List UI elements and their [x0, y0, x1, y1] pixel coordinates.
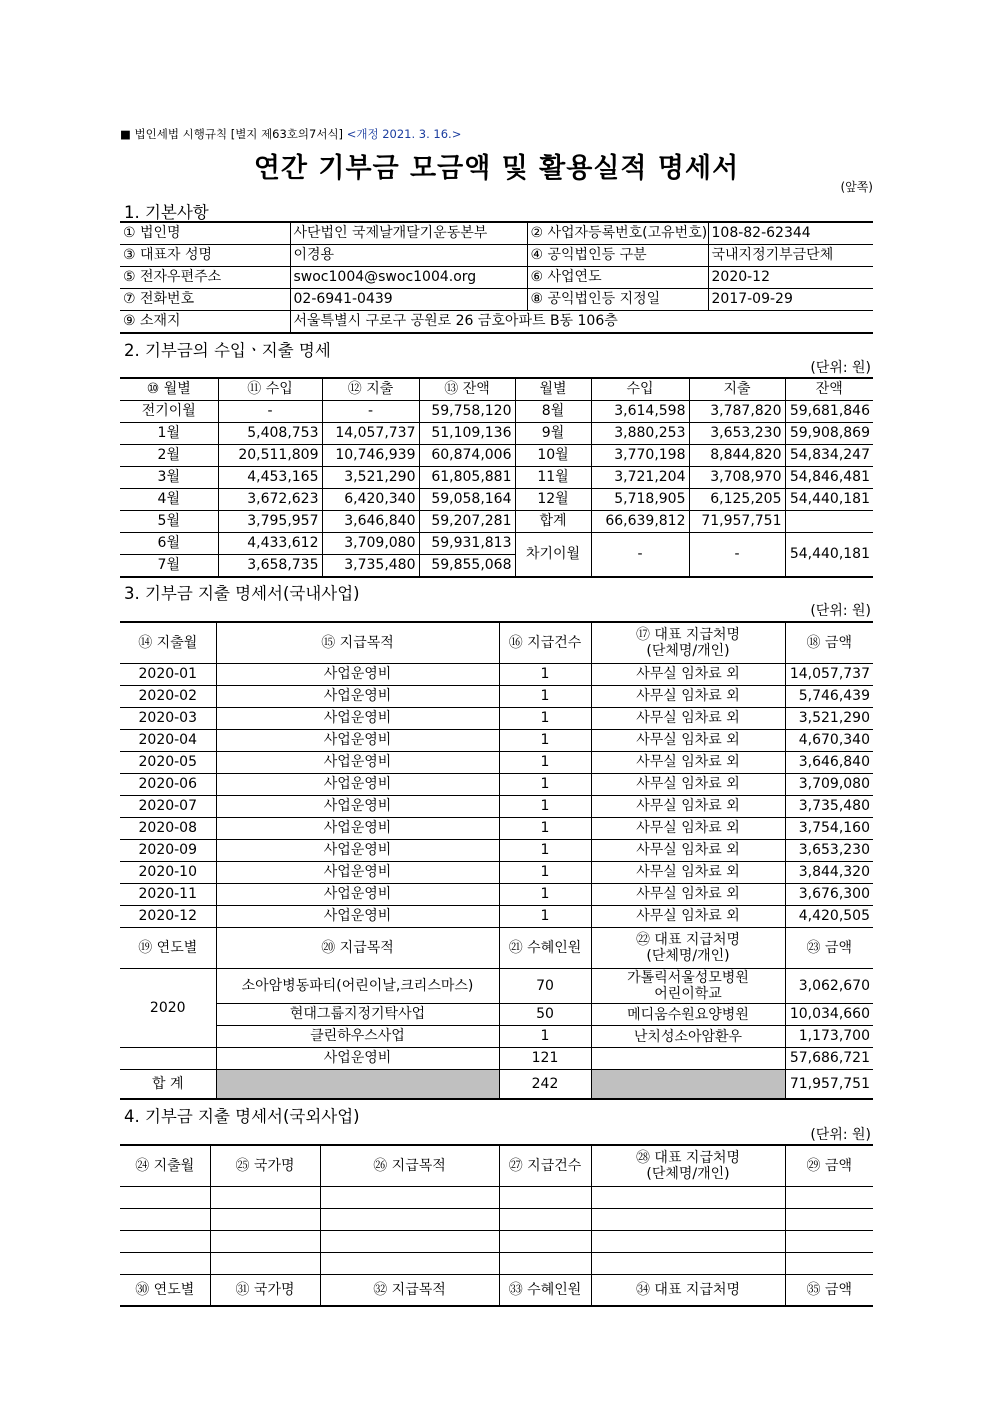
- domestic-row: [120, 730, 873, 752]
- total-count: 242: [499, 1070, 591, 1100]
- domestic-row: [120, 686, 873, 708]
- table-cell: 사무실 임차료 외: [591, 862, 785, 884]
- count-cell: 70: [499, 969, 591, 1004]
- purpose-cell: 현대그룹지정기탁사업: [216, 1004, 499, 1026]
- amount-cell: 1,173,700: [785, 1026, 873, 1048]
- count-cell: 121: [499, 1048, 591, 1070]
- table-cell: 사업운영비: [216, 708, 499, 730]
- table-cell: 3,653,230: [785, 840, 873, 862]
- income-row: [120, 511, 873, 533]
- empty-cell: [499, 1231, 591, 1253]
- amount-cell: 3,708,970: [689, 467, 785, 489]
- location-value: 서울특별시 구로구 공원로 26 금호아파트 B동 106층: [290, 311, 873, 334]
- empty-cell: [591, 1231, 785, 1253]
- amount-cell: 66,639,812: [591, 511, 689, 533]
- month-cell: 8월: [515, 401, 591, 423]
- table-cell: 사무실 임차료 외: [591, 774, 785, 796]
- column-header: ⑬ 잔액: [419, 378, 515, 401]
- domestic-expense-table: [120, 621, 873, 1100]
- income-row: [120, 467, 873, 489]
- amount-cell: 3,770,198: [591, 445, 689, 467]
- empty-cell: [785, 1187, 873, 1209]
- shaded-cell: [216, 1070, 499, 1100]
- shaded-cell: [591, 1070, 785, 1100]
- column-header: ㉛ 국가명: [210, 1275, 320, 1307]
- table-cell: 2020-12: [120, 906, 216, 928]
- form-note: [120, 126, 461, 142]
- purpose-cell: 소아암병동파티(어린이날,크리스마스): [216, 969, 499, 1004]
- table-cell: 2020-05: [120, 752, 216, 774]
- income-row: [120, 445, 873, 467]
- amount-cell: 3,880,253: [591, 423, 689, 445]
- column-header: ㉖ 지급목적: [320, 1145, 499, 1187]
- table-cell: 2020-09: [120, 840, 216, 862]
- revision-date: <개정 2021. 3. 16.>: [346, 127, 462, 141]
- column-header: 지출: [689, 378, 785, 401]
- amount-cell: 10,034,660: [785, 1004, 873, 1026]
- empty-cell: [591, 1253, 785, 1275]
- empty-cell: [591, 1209, 785, 1231]
- basic-info-table: [120, 221, 873, 334]
- income-unit: (단위: 원): [810, 360, 871, 376]
- amount-cell: 6,420,340: [322, 489, 419, 511]
- basic-info-row: [120, 222, 873, 245]
- empty-cell: [120, 1231, 210, 1253]
- table-cell: 2020-07: [120, 796, 216, 818]
- table-cell: 사업운영비: [216, 884, 499, 906]
- amount-cell: 59,758,120: [419, 401, 515, 423]
- table-cell: 사무실 임차료 외: [591, 906, 785, 928]
- empty-cell: [320, 1209, 499, 1231]
- amount-cell: 4,453,165: [218, 467, 322, 489]
- field-value: 이경용: [290, 245, 527, 267]
- purpose-cell: 클린하우스사업: [216, 1026, 499, 1048]
- column-header: ⑰ 대표 지급처명 (단체명/개인): [591, 622, 785, 664]
- page-side-label: (앞쪽): [840, 180, 873, 194]
- empty-cell: [120, 1253, 210, 1275]
- field-value: 108-82-62344: [708, 222, 873, 245]
- table-cell: 1: [499, 862, 591, 884]
- amount-cell: 6,125,205: [689, 489, 785, 511]
- column-header: ㉗ 지급건수: [499, 1145, 591, 1187]
- table-cell: 4,670,340: [785, 730, 873, 752]
- page-title: 연간 기부금 모금액 및 활용실적 명세서: [253, 153, 740, 184]
- table-cell: 2020-04: [120, 730, 216, 752]
- month-cell: 12월: [515, 489, 591, 511]
- table-cell: 3,735,480: [785, 796, 873, 818]
- income-expense-table: [120, 377, 873, 578]
- amount-cell: 3,735,480: [322, 555, 419, 578]
- table-cell: 3,521,290: [785, 708, 873, 730]
- purpose-cell: 사업운영비: [216, 1048, 499, 1070]
- field-value: 02-6941-0439: [290, 289, 527, 311]
- field-label: ⑦ 전화번호: [120, 289, 290, 311]
- table-cell: 1: [499, 840, 591, 862]
- empty-cell: [210, 1253, 320, 1275]
- overseas-header-row-2: [120, 1275, 873, 1307]
- domestic-row: [120, 664, 873, 686]
- carry-amount: 54,440,181: [785, 533, 873, 578]
- amount-cell: 5,718,905: [591, 489, 689, 511]
- field-value: 2020-12: [708, 267, 873, 289]
- field-label: ③ 대표자 성명: [120, 245, 290, 267]
- amount-cell: 51,109,136: [419, 423, 515, 445]
- table-cell: 사업운영비: [216, 774, 499, 796]
- column-header: ⑮ 지급목적: [216, 622, 499, 664]
- total-amount: 71,957,751: [785, 1070, 873, 1100]
- income-row: [120, 533, 873, 555]
- empty-cell: [499, 1253, 591, 1275]
- domestic-row: [120, 862, 873, 884]
- overseas-empty-row: [120, 1187, 873, 1209]
- table-cell: 사무실 임차료 외: [591, 730, 785, 752]
- table-cell: 3,646,840: [785, 752, 873, 774]
- amount-cell: 59,207,281: [419, 511, 515, 533]
- amount-cell: 60,874,006: [419, 445, 515, 467]
- table-cell: 사업운영비: [216, 752, 499, 774]
- overseas-empty-row: [120, 1209, 873, 1231]
- amount-cell: 3,062,670: [785, 969, 873, 1004]
- table-cell: 1: [499, 818, 591, 840]
- income-expense-body: [120, 378, 873, 577]
- table-cell: 1: [499, 752, 591, 774]
- table-cell: 사무실 임차료 외: [591, 708, 785, 730]
- table-cell: 1: [499, 730, 591, 752]
- column-header: ㉓ 금액: [785, 928, 873, 969]
- amount-cell: 59,908,869: [785, 423, 873, 445]
- amount-cell: 59,855,068: [419, 555, 515, 578]
- table-cell: [120, 1048, 216, 1070]
- table-cell: 2020-02: [120, 686, 216, 708]
- month-cell: 9월: [515, 423, 591, 445]
- table-cell: 사무실 임차료 외: [591, 664, 785, 686]
- table-cell: 사무실 임차료 외: [591, 840, 785, 862]
- form-reference: ■ 법인세법 시행규칙 [별지 제63호의7서식]: [120, 127, 344, 141]
- table-cell: 1: [499, 884, 591, 906]
- field-value: 국내지정기부금단체: [708, 245, 873, 267]
- overseas-empty-row: [120, 1231, 873, 1253]
- column-header: ㉙ 금액: [785, 1145, 873, 1187]
- table-cell: 사업운영비: [216, 906, 499, 928]
- domestic-row: [120, 774, 873, 796]
- month-cell: 11월: [515, 467, 591, 489]
- month-cell: 3월: [120, 467, 218, 489]
- field-label: ① 법인명: [120, 222, 290, 245]
- year-cell: 2020: [120, 969, 216, 1048]
- empty-cell: [210, 1209, 320, 1231]
- column-header: ⑪ 수입: [218, 378, 322, 401]
- amount-cell: -: [218, 401, 322, 423]
- domestic-purpose-row: [120, 969, 873, 1004]
- amount-cell: 3,672,623: [218, 489, 322, 511]
- section-basic-title: 1. 기본사항: [124, 203, 209, 222]
- table-cell: 사무실 임차료 외: [591, 686, 785, 708]
- column-header: 월별: [515, 378, 591, 401]
- table-cell: 2020-08: [120, 818, 216, 840]
- column-header: ㉒ 대표 지급처명 (단체명/개인): [591, 928, 785, 969]
- empty-cell: [785, 1209, 873, 1231]
- table-cell: 3,709,080: [785, 774, 873, 796]
- table-cell: 5,746,439: [785, 686, 873, 708]
- month-cell: 전기이월: [120, 401, 218, 423]
- amount-cell: 3,787,820: [689, 401, 785, 423]
- domestic-row: [120, 884, 873, 906]
- amount-cell: 20,511,809: [218, 445, 322, 467]
- month-cell: 6월: [120, 533, 218, 555]
- column-header: ⑱ 금액: [785, 622, 873, 664]
- domestic-expense-body: [120, 622, 873, 1099]
- table-cell: 사무실 임차료 외: [591, 752, 785, 774]
- column-header: ㉞ 대표 지급처명: [591, 1275, 785, 1307]
- overseas-empty-row: [120, 1253, 873, 1275]
- table-cell: 3,754,160: [785, 818, 873, 840]
- carry-amount: -: [689, 533, 785, 578]
- table-cell: 14,057,737: [785, 664, 873, 686]
- amount-cell: 3,653,230: [689, 423, 785, 445]
- income-row: [120, 423, 873, 445]
- empty-cell: [785, 1253, 873, 1275]
- table-cell: 사무실 임차료 외: [591, 884, 785, 906]
- column-header: ㉔ 지출월: [120, 1145, 210, 1187]
- overseas-header-row: [120, 1145, 873, 1187]
- amount-cell: 5,408,753: [218, 423, 322, 445]
- month-cell: 1월: [120, 423, 218, 445]
- table-cell: 4,420,505: [785, 906, 873, 928]
- table-cell: 2020-11: [120, 884, 216, 906]
- table-cell: 사무실 임차료 외: [591, 818, 785, 840]
- amount-cell: 3,614,598: [591, 401, 689, 423]
- column-header: ⑭ 지출월: [120, 622, 216, 664]
- domestic-row: [120, 818, 873, 840]
- carry-amount: -: [591, 533, 689, 578]
- empty-cell: [320, 1253, 499, 1275]
- domestic-row: [120, 708, 873, 730]
- table-cell: 1: [499, 796, 591, 818]
- table-cell: 1: [499, 686, 591, 708]
- month-cell: 합계: [515, 511, 591, 533]
- column-header: 수입: [591, 378, 689, 401]
- field-label: ④ 공익법인등 구분: [527, 245, 708, 267]
- amount-cell: 59,058,164: [419, 489, 515, 511]
- empty-cell: [120, 1187, 210, 1209]
- table-cell: 사업운영비: [216, 818, 499, 840]
- empty-cell: [320, 1187, 499, 1209]
- table-cell: 1: [499, 664, 591, 686]
- carry-label: 차기이월: [515, 533, 591, 578]
- section-income-title: 2. 기부금의 수입ㆍ지출 명세: [124, 341, 331, 360]
- section-domestic-title: 3. 기부금 지출 명세서(국내사업): [124, 584, 360, 603]
- field-value: swoc1004@swoc1004.org: [290, 267, 527, 289]
- field-label: ⑥ 사업연도: [527, 267, 708, 289]
- income-row: [120, 401, 873, 423]
- count-cell: 50: [499, 1004, 591, 1026]
- basic-info-row: [120, 289, 873, 311]
- location-label: ⑨ 소재지: [120, 311, 290, 334]
- amount-cell: 3,721,204: [591, 467, 689, 489]
- table-cell: 1: [499, 774, 591, 796]
- amount-cell: 59,681,846: [785, 401, 873, 423]
- month-cell: 10월: [515, 445, 591, 467]
- empty-cell: [785, 1231, 873, 1253]
- domestic-total-row: [120, 1070, 873, 1100]
- total-label: 합 계: [120, 1070, 216, 1100]
- column-header: ⑫ 지출: [322, 378, 419, 401]
- field-value: 2017-09-29: [708, 289, 873, 311]
- amount-cell: -: [322, 401, 419, 423]
- table-cell: 사업운영비: [216, 664, 499, 686]
- field-label: ⑤ 전자우편주소: [120, 267, 290, 289]
- recipient-cell: [591, 1048, 785, 1070]
- amount-cell: 14,057,737: [322, 423, 419, 445]
- empty-cell: [499, 1187, 591, 1209]
- basic-info-row: [120, 311, 873, 334]
- column-header: ⑲ 연도별: [120, 928, 216, 969]
- amount-cell: 3,795,957: [218, 511, 322, 533]
- table-cell: 1: [499, 708, 591, 730]
- table-cell: 3,844,320: [785, 862, 873, 884]
- recipient-cell: 가톨릭서울성모병원 어린이학교: [591, 969, 785, 1004]
- column-header: 잔액: [785, 378, 873, 401]
- amount-cell: 3,646,840: [322, 511, 419, 533]
- table-cell: 사업운영비: [216, 730, 499, 752]
- column-header: ㉚ 연도별: [120, 1275, 210, 1307]
- month-cell: 2월: [120, 445, 218, 467]
- amount-cell: 3,709,080: [322, 533, 419, 555]
- recipient-cell: 메디움수원요양병원: [591, 1004, 785, 1026]
- month-cell: 4월: [120, 489, 218, 511]
- table-cell: 2020-03: [120, 708, 216, 730]
- domestic-header-row: [120, 622, 873, 664]
- table-cell: 사업운영비: [216, 862, 499, 884]
- table-cell: 사업운영비: [216, 686, 499, 708]
- table-cell: 2020-01: [120, 664, 216, 686]
- amount-cell: 54,440,181: [785, 489, 873, 511]
- empty-cell: [210, 1187, 320, 1209]
- overseas-expense-table: [120, 1144, 873, 1307]
- basic-info-body: [120, 222, 873, 333]
- domestic-unit: (단위: 원): [810, 603, 871, 619]
- domestic-purpose-row: [120, 1004, 873, 1026]
- domestic-row: [120, 796, 873, 818]
- domestic-purpose-row: [120, 1026, 873, 1048]
- amount-cell: 4,433,612: [218, 533, 322, 555]
- column-header: ㉟ 금액: [785, 1275, 873, 1307]
- income-row: [120, 489, 873, 511]
- empty-cell: [499, 1209, 591, 1231]
- table-cell: 사업운영비: [216, 840, 499, 862]
- domestic-row: [120, 840, 873, 862]
- empty-cell: [120, 1209, 210, 1231]
- section-overseas-title: 4. 기부금 지출 명세서(국외사업): [124, 1107, 360, 1126]
- income-header-row: [120, 378, 873, 401]
- amount-cell: 54,834,247: [785, 445, 873, 467]
- amount-cell: 61,805,881: [419, 467, 515, 489]
- amount-cell: 71,957,751: [689, 511, 785, 533]
- amount-cell: 3,521,290: [322, 467, 419, 489]
- column-header: ㉜ 지급목적: [320, 1275, 499, 1307]
- domestic-row: [120, 906, 873, 928]
- amount-cell: 54,846,481: [785, 467, 873, 489]
- amount-cell: 3,658,735: [218, 555, 322, 578]
- column-header: ⑳ 지급목적: [216, 928, 499, 969]
- domestic-row: [120, 752, 873, 774]
- column-header: ⑩ 월별: [120, 378, 218, 401]
- table-cell: 2020-10: [120, 862, 216, 884]
- amount-cell: 10,746,939: [322, 445, 419, 467]
- domestic-purpose-row: [120, 1048, 873, 1070]
- amount-cell: [785, 511, 873, 533]
- overseas-expense-body: [120, 1145, 873, 1306]
- amount-cell: 57,686,721: [785, 1048, 873, 1070]
- amount-cell: 59,931,813: [419, 533, 515, 555]
- basic-info-row: [120, 267, 873, 289]
- column-header: ㉘ 대표 지급처명 (단체명/개인): [591, 1145, 785, 1187]
- table-cell: 2020-06: [120, 774, 216, 796]
- amount-cell: 8,844,820: [689, 445, 785, 467]
- table-cell: 사업운영비: [216, 796, 499, 818]
- domestic-header-row-2: [120, 928, 873, 969]
- table-cell: 1: [499, 906, 591, 928]
- empty-cell: [591, 1187, 785, 1209]
- empty-cell: [210, 1231, 320, 1253]
- column-header: ㉑ 수혜인원: [499, 928, 591, 969]
- basic-info-row: [120, 245, 873, 267]
- field-label: ② 사업자등록번호(고유번호): [527, 222, 708, 245]
- overseas-unit: (단위: 원): [810, 1127, 871, 1143]
- table-cell: 사무실 임차료 외: [591, 796, 785, 818]
- field-value: 사단법인 국제날개달기운동본부: [290, 222, 527, 245]
- recipient-cell: 난치성소아암환우: [591, 1026, 785, 1048]
- empty-cell: [320, 1231, 499, 1253]
- column-header: ㉕ 국가명: [210, 1145, 320, 1187]
- table-cell: 3,676,300: [785, 884, 873, 906]
- column-header: ⑯ 지급건수: [499, 622, 591, 664]
- month-cell: 7월: [120, 555, 218, 578]
- column-header: ㉝ 수혜인원: [499, 1275, 591, 1307]
- month-cell: 5월: [120, 511, 218, 533]
- field-label: ⑧ 공익법인등 지정일: [527, 289, 708, 311]
- count-cell: 1: [499, 1026, 591, 1048]
